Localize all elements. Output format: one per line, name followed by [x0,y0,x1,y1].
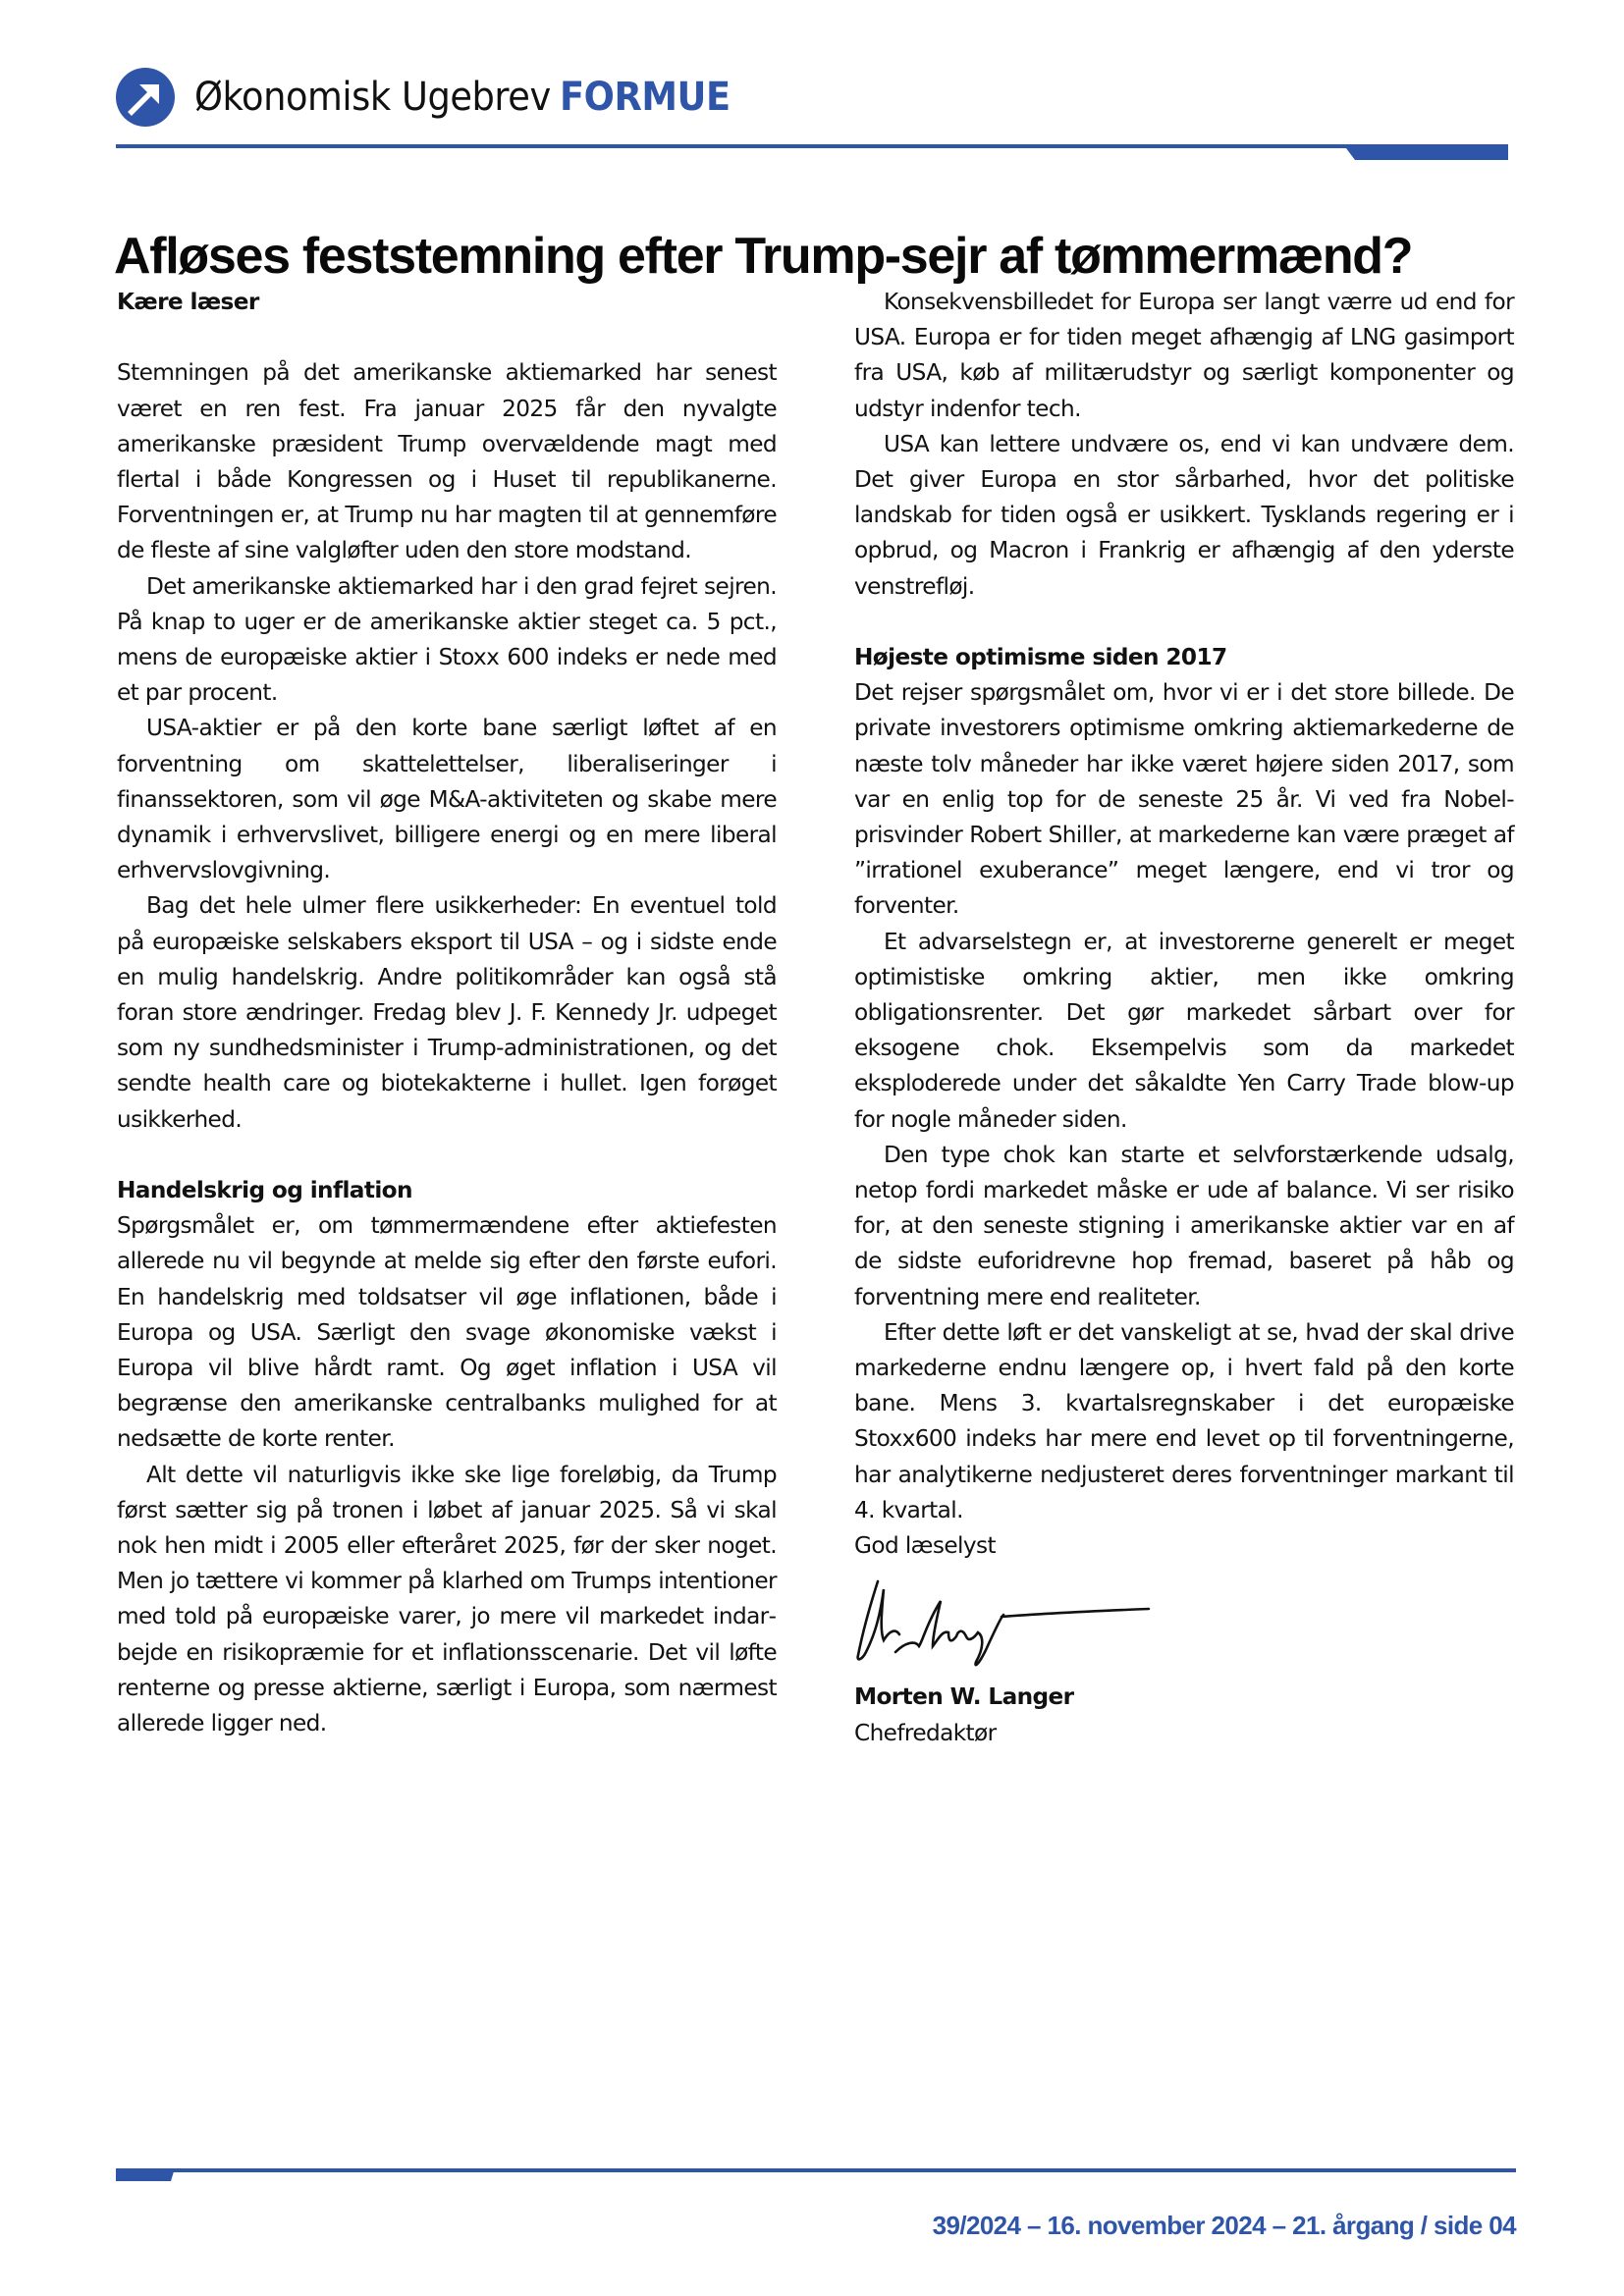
paragraph: Stemningen på det amerikanske aktiemarked har senest været en ren fest. Fra januar 2025 får den nyvalgte amerikanske præsident Trump overvældende magt med flertal i både Kongressen og i Huset til republikanerne. Forventningen er, at Trump nu har magten til at gennemføre de fleste af sine valgløfter uden den store modstand. [117,359,777,564]
paragraph: Efter dette løft er det vanskeligt at se, hvad der skal drive markederne endnu længere op, i hvert fald på den korte bane. Mens 3. kvartalsregnskaber i det europæiske Stoxx600 indeks har mere end levet op til forventningerne, har analytikerne nedjusteret deres forventninger markant til 4. kvartal. [854,1318,1514,1523]
paragraph: USA-aktier er på den korte bane særligt løftet af en forventning om skattelettelser, liberaliseringer i finanssektoren, som vil øge M&A-aktiviteten og skabe mere dynamik i erhvervslivet, billigere energi og en mere liberal erhvervslovgivning. [117,715,777,884]
footer-divider-tab [116,2168,175,2181]
header-divider-tab [1343,144,1508,160]
article-title: Afløses feststemning efter Trump-sejr af tømmermænd? [114,227,1413,285]
left-column [117,285,777,1741]
paragraph: Alt dette vil naturligvis ikke ske lige foreløbig, da Trump først sætter sig på tronen i løbet af januar 2025. Så vi skal nok hen midt i 2005 eller efteråret 2025, før der sker noget. Men jo tættere vi kommer på klarhed om Trumps intentioner med told på europæiske varer, jo mere vil markedet indarbejde en risikopræmie for et inflationsscenarie. Det vil løfte renterne og presse aktierne, særligt i Europa, som nærmest allerede ligger ned. [117,1461,777,1737]
signature-icon [854,1572,1514,1680]
closing-line: God læselyst [854,1532,996,1560]
footer-divider [116,2168,1516,2172]
greeting: Kære læser [117,289,259,315]
paragraph: Spørgsmålet er, om tømmermændene efter aktiefesten allerede nu vil begynde at melde sig efter den første eufori. En handelskrig med toldsatser vil øge inflationen, både i Europa og USA. Særligt den svage økonomiske vækst i Europa vil blive hårdt ramt. Og øget inflation i USA vil begrænse den amerikanske centralbanks mulighed for at nedsætte de korte renter. [117,1212,777,1453]
brand-title: Økonomisk Ugebrev [194,75,551,120]
author-title: Chefredaktør [854,1719,997,1746]
author-name: Morten W. Langer [854,1683,1074,1711]
right-column [854,285,1514,1751]
section-heading: Højeste optimisme siden 2017 [854,644,1227,671]
paragraph: Bag det hele ulmer flere usikkerheder: En eventuel told på europæiske selskabers eksport til USA – og i sidste ende en mulig handelskrig. Andre politikområder kan også stå foran store ændringer. Fredag blev J. F. Kennedy Jr. udpeget som ny sundhedsminister i Trump-administrationen, og det sendte health care og biotekakterne i hullet. Igen forøget usikkerhed. [117,892,777,1133]
paragraph: Et advarselstegn er, at investorerne generelt er meget optimistiske omkring aktier, men ikke omkring obligationsrenter. Det gør markedet sårbart over for eksogene chok. Eksempelvis som da markedet eksploderede under det såkaldte Yen Carry Trade blow-up for nogle måneder siden. [854,928,1514,1133]
arrow-up-right-icon [116,68,175,127]
brand-name [194,75,731,120]
publication-logo [116,67,777,128]
section-heading: Handelskrig og inflation [117,1177,412,1204]
brand-section: FORMUE [559,75,731,120]
header-divider [116,144,1508,148]
issue-info: 39/2024 – 16. november 2024 – 21. årgang / side 04 [932,2211,1516,2240]
paragraph: Konsekvensbilledet for Europa ser langt værre ud end for USA. Europa er for tiden meget afhængig af LNG gasimport fra USA, køb af militærudstyr og særligt komponenter og udstyr indenfor tech. [854,289,1514,422]
paragraph: USA kan lettere undvære os, end vi kan undvære dem. Det giver Europa en stor sårbarhed, hvor det politiske landskab for tiden også er usikkert. Tysklands regering er i opbrud, og Macron i Frankrig er afhængig af den yderste venstrefløj. [854,430,1514,600]
paragraph: Den type chok kan starte et selvforstærkende udsalg, netop fordi markedet måske er ude af balance. Vi ser risiko for, at den seneste stigning i amerikanske aktier var en af de sidste euforidrevne hop fremad, baseret på håb og forventning mere end realiteter. [854,1141,1514,1310]
paragraph: Det amerikanske aktiemarked har i den grad fejret sejren. På knap to uger er de amerikanske aktier steget ca. 5 pct., mens de europæiske aktier i Stoxx 600 indeks er nede med et par procent. [117,572,777,707]
paragraph: Det rejser spørgsmålet om, hvor vi er i det store billede. De private investorers optimisme omkring aktiemarkederne de næste tolv måneder har ikke været højere siden 2017, som var en enlig top for de seneste 25 år. Vi ved fra Nobel-prisvinder Robert Shiller, at markederne kan være præget af ”irrationel exuberance” meget længere, end vi tror og forventer. [854,679,1514,920]
